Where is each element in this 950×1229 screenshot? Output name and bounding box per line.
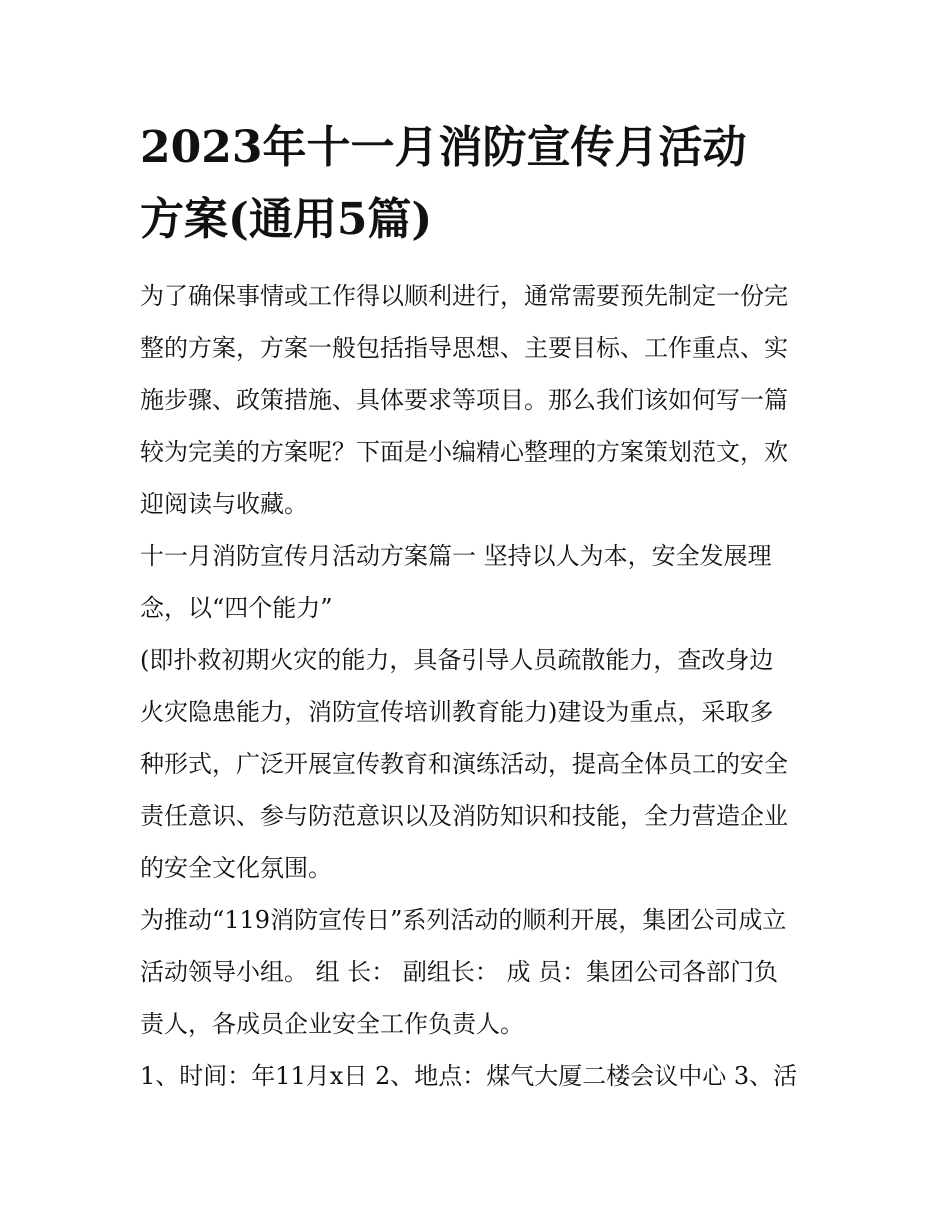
text-line: (即扑救初期火灾的能力，具备引导人员疏散能力，查改身边 — [140, 646, 774, 674]
text-line: 较为完美的方案呢？下面是小编精心整理的方案策划范文，欢 — [140, 438, 788, 466]
text-line: 迎阅读与收藏。 — [140, 490, 308, 518]
text-line: 整的方案，方案一般包括指导思想、主要目标、工作重点、实 — [140, 334, 788, 362]
text-line: 1、时间：年11月x日 2、地点：煤气大厦二楼会议中心 3、活 — [140, 1062, 798, 1090]
title-line: 方案(通用5篇) — [140, 194, 433, 245]
document-body — [140, 112, 820, 1102]
text-line: 的安全文化氛围。 — [140, 854, 332, 882]
document-title — [140, 112, 820, 256]
text-line: 种形式，广泛开展宣传教育和演练活动，提高全体员工的安全 — [140, 750, 788, 778]
time-location-paragraph — [140, 1050, 820, 1102]
text-line: 施步骤、政策措施、具体要求等项目。那么我们该如何写一篇 — [140, 386, 788, 414]
section-one-paragraph — [140, 530, 820, 634]
leadership-group-paragraph — [140, 894, 820, 1050]
four-abilities-paragraph — [140, 634, 820, 894]
intro-paragraph — [140, 270, 820, 530]
text-line: 责任意识、参与防范意识以及消防知识和技能，全力营造企业 — [140, 802, 788, 830]
text-line: 十一月消防宣传月活动方案篇一 坚持以人为本，安全发展理 — [140, 542, 772, 570]
text-line: 念，以“四个能力” — [140, 594, 333, 622]
text-line: 活动领导小组。 组 长： 副组长： 成 员：集团公司各部门负 — [140, 958, 779, 986]
text-line: 为推动“119消防宣传日”系列活动的顺利开展，集团公司成立 — [140, 906, 787, 934]
text-line: 火灾隐患能力，消防宣传培训教育能力)建设为重点，采取多 — [140, 698, 774, 726]
title-line: 2023年十一月消防宣传月活动 — [140, 122, 747, 173]
text-line: 责人，各成员企业安全工作负责人。 — [140, 1010, 524, 1038]
text-line: 为了确保事情或工作得以顺利进行，通常需要预先制定一份完 — [140, 282, 788, 310]
